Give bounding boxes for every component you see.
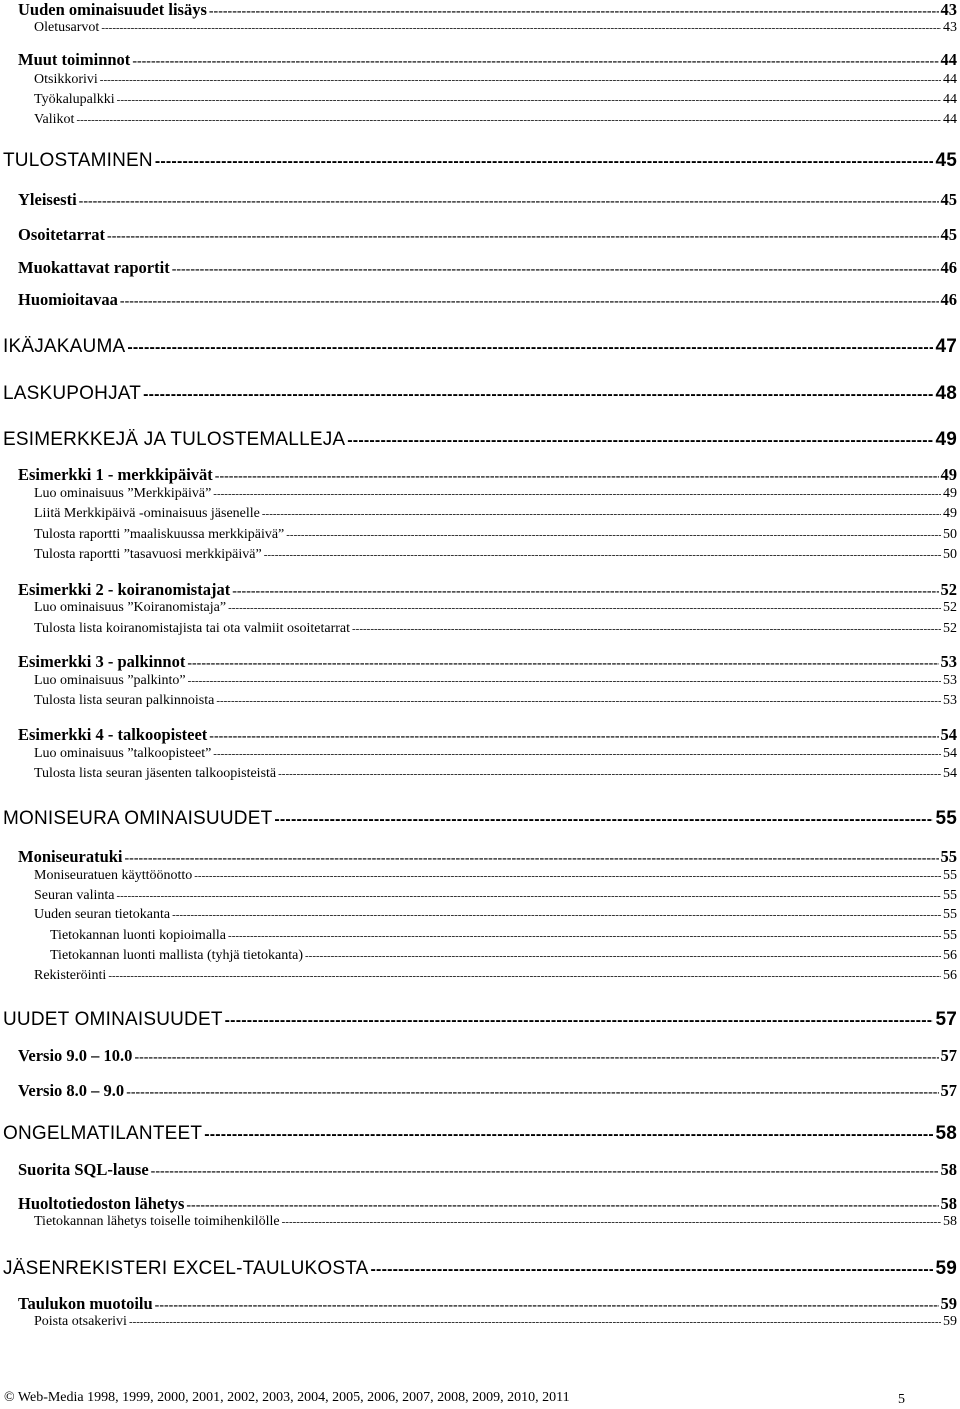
toc-entry-title: Esimerkki 4 - talkoopisteet bbox=[18, 725, 208, 744]
toc-entry-page: 56 bbox=[943, 948, 957, 963]
dot-leader bbox=[125, 851, 939, 867]
toc-entry-title: Tulosta lista seuran palkinnoista bbox=[34, 693, 215, 708]
toc-entry-page: 57 bbox=[940, 1081, 957, 1100]
dot-leader bbox=[204, 1126, 933, 1144]
toc-entry-title: Poista otsakerivi bbox=[34, 1314, 127, 1329]
toc-entry[interactable] bbox=[3, 1009, 957, 1031]
dot-leader bbox=[209, 729, 938, 745]
dot-leader bbox=[143, 386, 933, 404]
toc-entry-page: 52 bbox=[940, 580, 957, 599]
toc-entry-title: ESIMERKKEJÄ JA TULOSTEMALLEJA bbox=[3, 429, 346, 450]
toc-entry[interactable] bbox=[34, 527, 957, 543]
toc-entry-title: Uuden ominaisuudet lisäys bbox=[18, 0, 207, 19]
dot-leader bbox=[371, 1261, 934, 1279]
toc-entry-title: Versio 8.0 – 9.0 bbox=[18, 1081, 125, 1100]
toc-entry[interactable] bbox=[18, 652, 957, 672]
toc-entry-title: Osoitetarrat bbox=[18, 225, 106, 244]
toc-entry-title: Tietokannan lähetys toiselle toimihenkilölle bbox=[34, 1214, 280, 1229]
toc-entry[interactable] bbox=[18, 0, 957, 20]
dot-leader bbox=[107, 229, 938, 245]
toc-entry[interactable] bbox=[18, 190, 957, 210]
toc-entry-page: 57 bbox=[940, 1046, 957, 1065]
dot-leader bbox=[213, 488, 941, 500]
toc-entry-title: Luo ominaisuus ”talkoopisteet” bbox=[34, 746, 212, 761]
toc-entry[interactable] bbox=[34, 968, 957, 984]
toc-entry-page: 58 bbox=[935, 1123, 957, 1144]
toc-entry[interactable] bbox=[18, 465, 957, 485]
toc-entry[interactable] bbox=[34, 693, 957, 709]
dot-leader bbox=[347, 432, 933, 450]
dot-leader bbox=[228, 930, 941, 942]
toc-entry-page: 59 bbox=[943, 1314, 957, 1329]
toc-entry-page: 54 bbox=[940, 725, 957, 744]
toc-entry-page: 46 bbox=[940, 258, 957, 277]
toc-entry-title: Työkalupalkki bbox=[34, 92, 115, 107]
toc-entry-title: Tulosta raportti ”tasavuosi merkkipäivä” bbox=[34, 547, 262, 562]
toc-entry-page: 44 bbox=[943, 72, 957, 87]
toc-entry[interactable] bbox=[3, 429, 957, 451]
toc-entry-title: Tietokannan luonti kopioimalla bbox=[50, 928, 227, 943]
toc-entry-title: Luo ominaisuus ”palkinto” bbox=[34, 673, 186, 688]
toc-entry-title: Moniseuratuki bbox=[18, 847, 123, 866]
toc-entry-title: Valikot bbox=[34, 112, 75, 127]
toc-entry-title: Rekisteröinti bbox=[34, 968, 107, 983]
dot-leader bbox=[215, 469, 939, 485]
toc-entry-title: Esimerkki 1 - merkkipäivät bbox=[18, 465, 213, 484]
toc-entry[interactable] bbox=[34, 907, 957, 923]
toc-entry[interactable] bbox=[18, 1081, 957, 1101]
dot-leader bbox=[120, 294, 939, 310]
toc-entry-page: 43 bbox=[940, 0, 957, 19]
toc-entry[interactable] bbox=[34, 868, 957, 884]
toc-entry-title: Oletusarvot bbox=[34, 20, 100, 35]
toc-entry-title: Tulosta raportti ”maaliskuussa merkkipäivä” bbox=[34, 527, 285, 542]
dot-leader bbox=[172, 909, 941, 921]
toc-entry[interactable] bbox=[18, 1046, 957, 1066]
toc-entry[interactable] bbox=[3, 336, 957, 358]
toc-entry-page: 54 bbox=[943, 766, 957, 781]
toc-entry-title: Esimerkki 3 - palkinnot bbox=[18, 652, 186, 671]
dot-leader bbox=[352, 623, 941, 635]
toc-entry[interactable] bbox=[34, 766, 957, 782]
toc-entry-title: Uuden seuran tietokanta bbox=[34, 907, 171, 922]
toc-entry-page: 45 bbox=[940, 225, 957, 244]
toc-entry-page: 58 bbox=[940, 1160, 957, 1179]
dot-leader bbox=[155, 153, 934, 171]
dot-leader bbox=[278, 768, 941, 780]
toc-entry-page: 56 bbox=[943, 968, 957, 983]
toc-entry-page: 53 bbox=[943, 673, 957, 688]
toc-entry-page: 45 bbox=[940, 190, 957, 209]
toc-entry-title: MONISEURA OMINAISUUDET bbox=[3, 808, 273, 829]
copyright-notice: © Web-Media 1998, 1999, 2000, 2001, 2002, 2003, 2004, 2005, 2006, 2007, 2008, 2009, 2010, 2011 bbox=[4, 1390, 570, 1405]
dot-leader bbox=[209, 4, 939, 20]
dot-leader bbox=[126, 1085, 938, 1101]
dot-leader bbox=[216, 695, 941, 707]
toc-entry-page: 49 bbox=[943, 506, 957, 521]
toc-entry[interactable] bbox=[34, 92, 957, 108]
toc-entry-page: 58 bbox=[940, 1194, 957, 1213]
toc-entry-title: Muut toiminnot bbox=[18, 50, 131, 69]
toc-entry[interactable] bbox=[18, 50, 957, 70]
toc-entry-page: 54 bbox=[943, 746, 957, 761]
toc-entry[interactable] bbox=[34, 1214, 957, 1230]
toc-entry-page: 47 bbox=[935, 336, 957, 357]
toc-entry[interactable] bbox=[34, 486, 957, 502]
toc-entry[interactable] bbox=[18, 290, 957, 310]
toc-entry[interactable] bbox=[34, 746, 957, 762]
toc-entry-title: Otsikkorivi bbox=[34, 72, 98, 87]
toc-entry-title: Yleisesti bbox=[18, 190, 77, 209]
toc-entry-title: ONGELMATILANTEET bbox=[3, 1123, 203, 1144]
toc-entry[interactable] bbox=[3, 1258, 957, 1280]
toc-entry-title: Tietokannan luonti mallista (tyhjä tietokanta) bbox=[50, 948, 303, 963]
toc-entry-page: 52 bbox=[943, 621, 957, 636]
toc-entry-title: JÄSENREKISTERI EXCEL-TAULUKOSTA bbox=[3, 1258, 369, 1279]
toc-entry[interactable] bbox=[34, 621, 957, 637]
toc-entry-title: Muokattavat raportit bbox=[18, 258, 170, 277]
toc-entry[interactable] bbox=[34, 72, 957, 88]
dot-leader bbox=[79, 194, 939, 210]
toc-entry-title: Luo ominaisuus ”Koiranomistaja” bbox=[34, 600, 227, 615]
toc-entry[interactable] bbox=[18, 725, 957, 745]
toc-entry-page: 55 bbox=[943, 868, 957, 883]
toc-entry[interactable] bbox=[34, 600, 957, 616]
dot-leader bbox=[151, 1164, 939, 1180]
toc-entry[interactable] bbox=[18, 258, 957, 278]
toc-entry-page: 49 bbox=[935, 429, 957, 450]
toc-entry-page: 55 bbox=[935, 808, 957, 829]
page-number: 5 bbox=[898, 1392, 905, 1407]
toc-entry-page: 46 bbox=[940, 290, 957, 309]
toc-entry-page: 49 bbox=[940, 465, 957, 484]
dot-leader bbox=[213, 748, 941, 760]
toc-entry-title: Huoltotiedoston lähetys bbox=[18, 1194, 185, 1213]
toc-entry[interactable] bbox=[3, 383, 957, 405]
toc-entry-page: 48 bbox=[935, 383, 957, 404]
toc-entry[interactable] bbox=[34, 506, 957, 522]
toc-entry-page: 53 bbox=[940, 652, 957, 671]
dot-leader bbox=[305, 950, 941, 962]
toc-entry-page: 53 bbox=[943, 693, 957, 708]
toc-entry[interactable] bbox=[18, 225, 957, 245]
dot-leader bbox=[129, 1316, 941, 1328]
toc-entry[interactable] bbox=[3, 808, 957, 830]
toc-entry-title: Seuran valinta bbox=[34, 888, 115, 903]
dot-leader bbox=[108, 970, 941, 982]
toc-entry-page: 50 bbox=[943, 547, 957, 562]
toc-entry[interactable] bbox=[3, 150, 957, 172]
toc-entry[interactable] bbox=[18, 1194, 957, 1214]
dot-leader bbox=[127, 339, 933, 357]
toc-entry-title: Tulosta lista seuran jäsenten talkoopisteistä bbox=[34, 766, 277, 781]
toc-entry-page: 52 bbox=[943, 600, 957, 615]
dot-leader bbox=[134, 1050, 938, 1066]
toc-entry-title: Huomioitavaa bbox=[18, 290, 118, 309]
toc-entry-title: Tulosta lista koiranomistajista tai ota valmiit osoitetarrat bbox=[34, 621, 350, 636]
dot-leader bbox=[155, 1298, 939, 1314]
toc-entry[interactable] bbox=[34, 20, 957, 36]
toc-entry-title: Liitä Merkkipäivä -ominaisuus jäsenelle bbox=[34, 506, 260, 521]
toc-entry-title: Versio 9.0 – 10.0 bbox=[18, 1046, 133, 1065]
toc-entry[interactable] bbox=[50, 948, 957, 964]
toc-entry[interactable] bbox=[34, 112, 957, 128]
toc-entry-page: 55 bbox=[943, 928, 957, 943]
toc-entry[interactable] bbox=[34, 1314, 957, 1330]
dot-leader bbox=[274, 811, 933, 829]
toc-entry[interactable] bbox=[34, 547, 957, 563]
toc-entry-page: 43 bbox=[943, 20, 957, 35]
dot-leader bbox=[286, 529, 941, 541]
toc-entry-title: TULOSTAMINEN bbox=[3, 150, 153, 171]
dot-leader bbox=[186, 1198, 938, 1214]
toc-entry-page: 59 bbox=[935, 1258, 957, 1279]
toc-entry[interactable] bbox=[34, 673, 957, 689]
dot-leader bbox=[228, 602, 941, 614]
toc-entry-title: LASKUPOHJAT bbox=[3, 383, 142, 404]
toc-entry[interactable] bbox=[18, 1160, 957, 1180]
toc-entry[interactable] bbox=[18, 580, 957, 600]
toc-entry-title: Taulukon muotoilu bbox=[18, 1294, 153, 1313]
dot-leader bbox=[101, 22, 941, 34]
toc-entry-page: 55 bbox=[940, 847, 957, 866]
toc-entry-page: 44 bbox=[943, 112, 957, 127]
toc-entry-page: 55 bbox=[943, 888, 957, 903]
dot-leader bbox=[76, 114, 941, 126]
dot-leader bbox=[225, 1012, 934, 1030]
dot-leader bbox=[100, 74, 941, 86]
toc-entry-page: 49 bbox=[943, 486, 957, 501]
dot-leader bbox=[232, 584, 938, 600]
dot-leader bbox=[188, 675, 941, 687]
dot-leader bbox=[282, 1216, 941, 1228]
dot-leader bbox=[172, 262, 939, 278]
toc-entry[interactable] bbox=[18, 847, 957, 867]
toc-entry-title: IKÄJAKAUMA bbox=[3, 336, 126, 357]
toc-entry-title: Esimerkki 2 - koiranomistajat bbox=[18, 580, 231, 599]
toc-entry-page: 58 bbox=[943, 1214, 957, 1229]
toc-entry-page: 44 bbox=[940, 50, 957, 69]
dot-leader bbox=[116, 890, 941, 902]
dot-leader bbox=[262, 508, 941, 520]
toc-entry-page: 44 bbox=[943, 92, 957, 107]
toc-entry[interactable] bbox=[50, 928, 957, 944]
toc-entry-page: 59 bbox=[940, 1294, 957, 1313]
dot-leader bbox=[132, 54, 938, 70]
toc-entry-title: UUDET OMINAISUUDET bbox=[3, 1009, 223, 1030]
toc-entry-title: Moniseuratuen käyttöönotto bbox=[34, 868, 193, 883]
toc-entry-title: Suorita SQL-lause bbox=[18, 1160, 149, 1179]
dot-leader bbox=[194, 870, 941, 882]
toc-entry-title: Luo ominaisuus ”Merkkipäivä” bbox=[34, 486, 212, 501]
toc-entry[interactable] bbox=[18, 1294, 957, 1314]
toc-entry[interactable] bbox=[34, 888, 957, 904]
dot-leader bbox=[187, 656, 938, 672]
toc-entry-page: 50 bbox=[943, 527, 957, 542]
toc-entry-page: 55 bbox=[943, 907, 957, 922]
toc-entry-page: 45 bbox=[935, 150, 957, 171]
dot-leader bbox=[264, 549, 941, 561]
toc-entry[interactable] bbox=[3, 1123, 957, 1145]
dot-leader bbox=[117, 94, 941, 106]
toc-entry-page: 57 bbox=[935, 1009, 957, 1030]
